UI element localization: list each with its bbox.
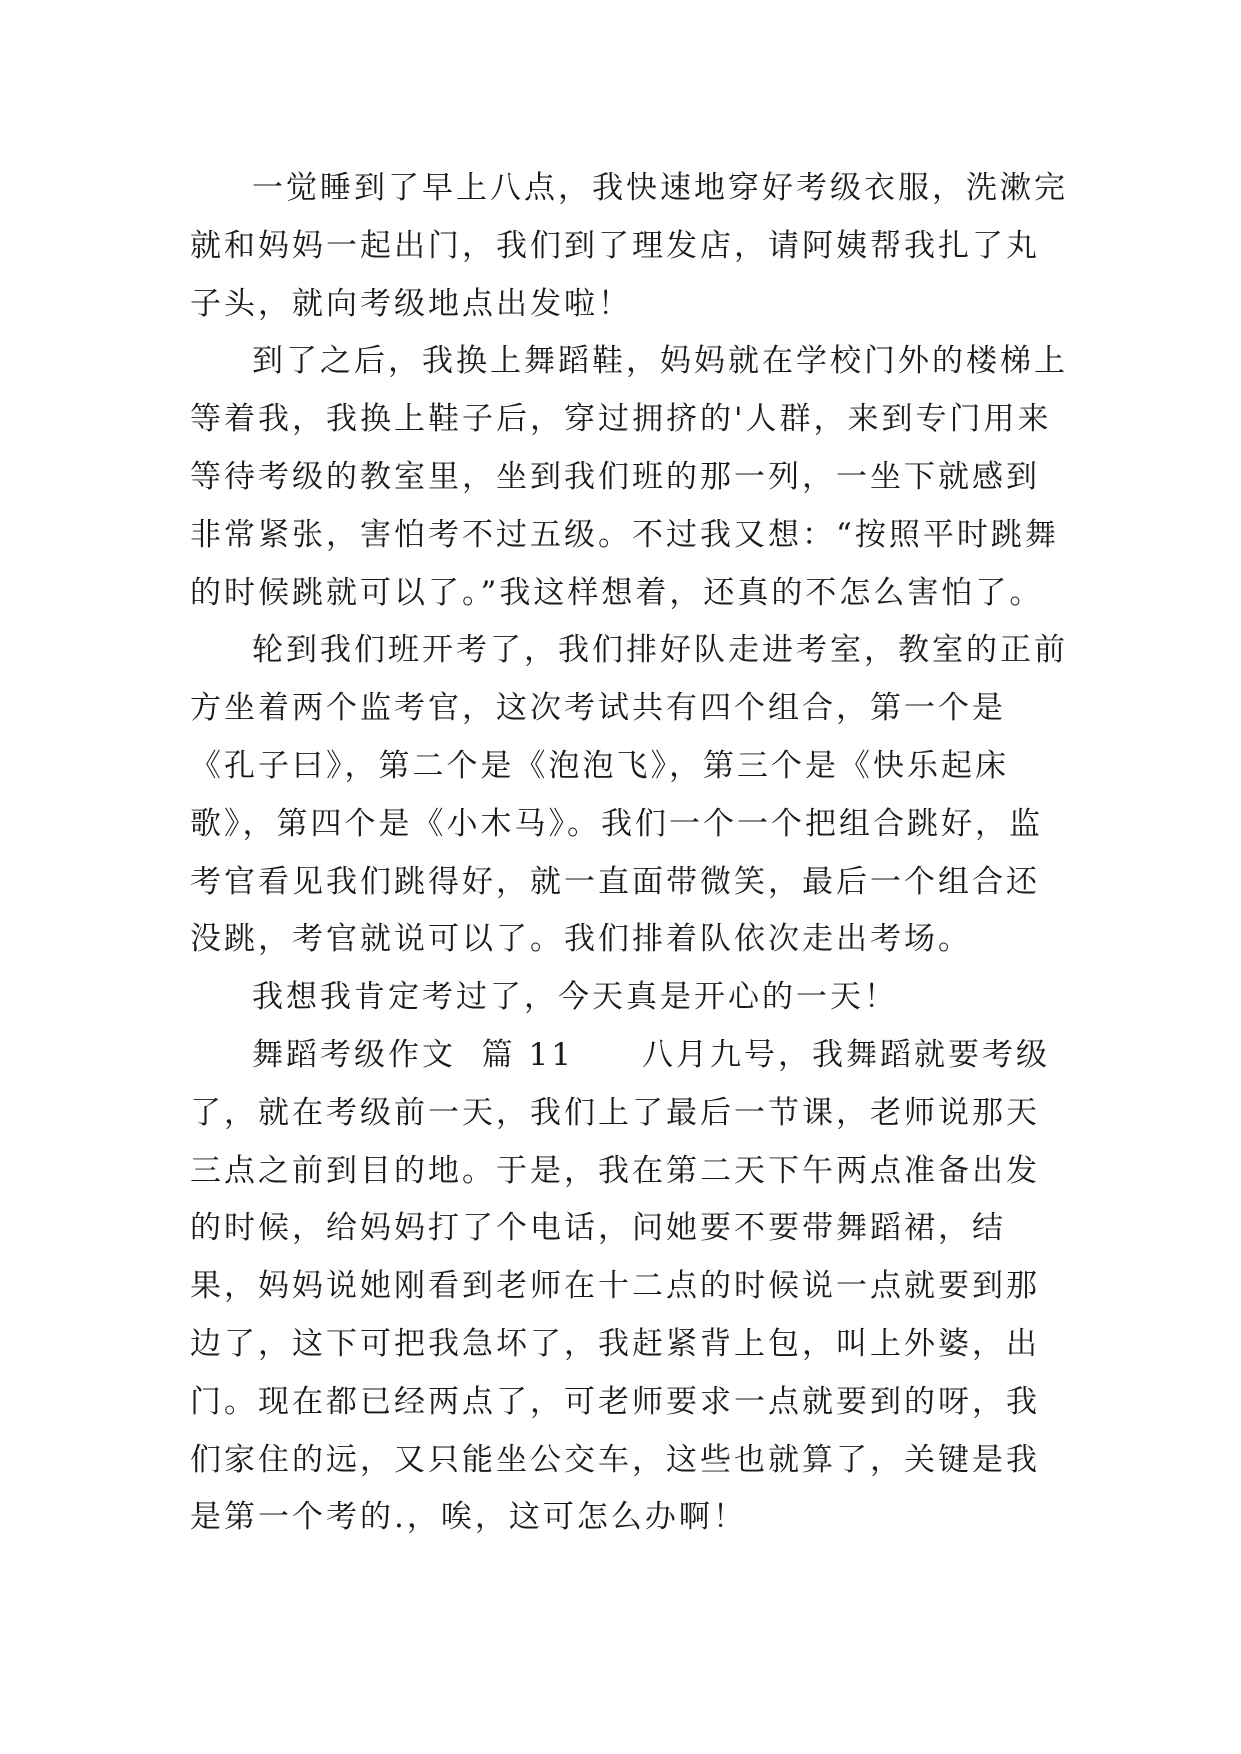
paragraph-1: 一觉睡到了早上八点，我快速地穿好考级衣服，洗漱完就和妈妈一起出门，我们到了理发店，请阿姨帮我扎了丸子头，就向考级地点出发啦！ <box>190 170 1068 322</box>
section-body: 八月九号，我舞蹈就要考级了，就在考级前一天，我们上了最后一节课，老师说那天三点之前到目的地。于是，我在第二天下午两点准备出发的时候，给妈妈打了个电话，问她要不要带舞蹈裙，结果，妈妈说她刚看到老师在十二点的时候说一点就要到那边了，这下可把我急坏了，我赶紧背上包，叫上外婆，出门。现在都已经两点了，可老师要求一点就要到的呀，我们家住的远，又只能坐公交车，这些也就算了，关键是我是第一个考的.，唉，这可怎么办啊！ <box>190 1036 1051 1536</box>
paragraph-3: 轮到我们班开考了，我们排好队走进考室，教室的正前方坐着两个监考官，这次考试共有四个组合，第一个是《孔子曰》，第二个是《泡泡飞》，第三个是《快乐起床歌》，第四个是《小木马》。我们一个一个把组合跳好，监考官看见我们跳得好，就一直面带微笑，最后一个组合还没跳，考官就说可以了。我们排着队依次走出考场。 <box>190 632 1068 958</box>
section-gap <box>574 1037 642 1073</box>
section-title: 舞蹈考级作文 篇 11 <box>252 1036 575 1073</box>
paragraph-2: 到了之后，我换上舞蹈鞋，妈妈就在学校门外的楼梯上等着我，我换上鞋子后，穿过拥挤的'人群，来到专门用来等待考级的教室里，坐到我们班的那一列，一坐下就感到非常紧张，害怕考不过五级。不过我又想：“按照平时跳舞的时候跳就可以了。”我这样想着，还真的不怎么害怕了。 <box>190 343 1068 611</box>
essay-body <box>190 160 1070 1547</box>
paragraph-5 <box>190 1027 1070 1547</box>
paragraph-4: 我想我肯定考过了，今天真是开心的一天！ <box>252 979 898 1016</box>
